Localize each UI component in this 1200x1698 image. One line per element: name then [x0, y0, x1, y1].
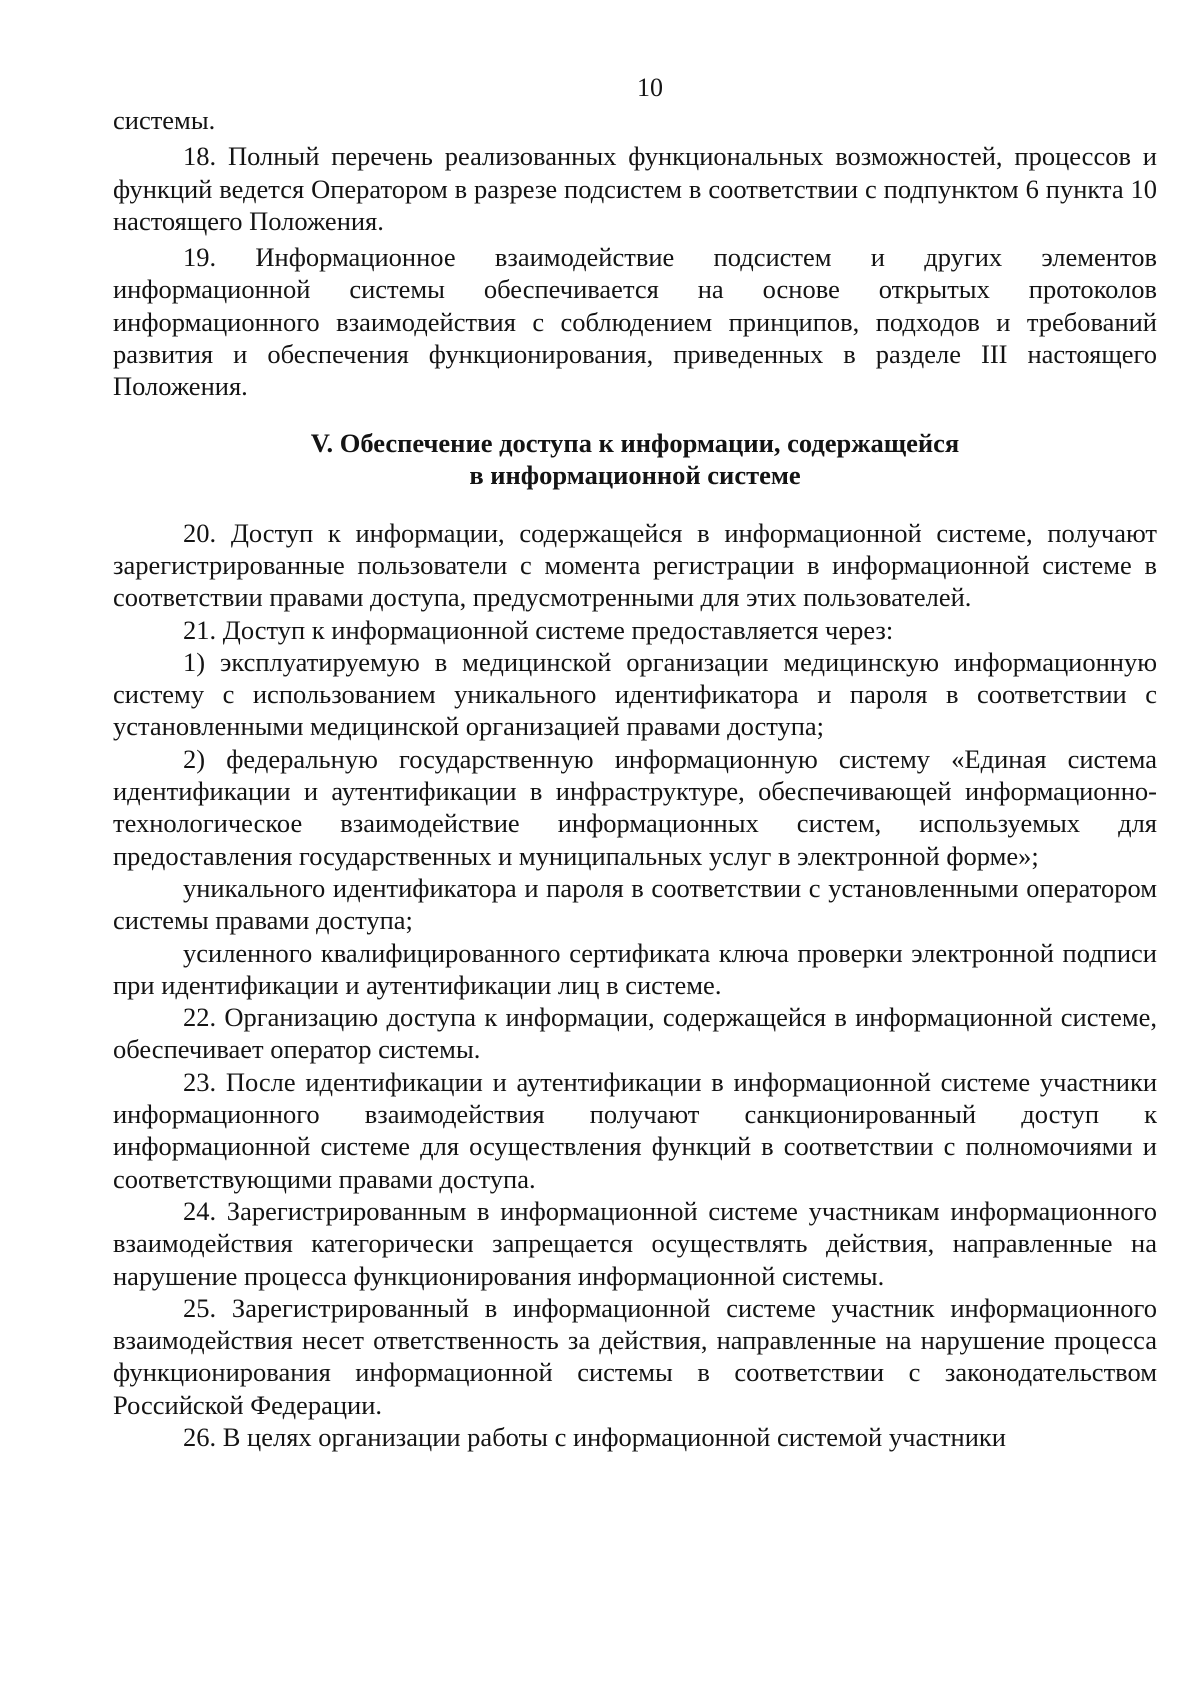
paragraph-item-19: 19. Информационное взаимодействие подсистем и других элементов информационной системы обеспечивается на основе открытых протоколов информационного взаимодействия с соблюдением принципов, подходов и требований развития и обеспечения функционирования, приведенных в разделе III настоящего Положения.: [113, 242, 1157, 402]
paragraph-item-20: 20. Доступ к информации, содержащейся в информационной системе, получают зарегистрированные пользователи с момента регистрации в информационной системе в соответствии правами доступа, предусмотренными для этих пользователей.: [113, 517, 1157, 613]
paragraph-continuation: системы.: [113, 105, 216, 135]
paragraph-subitem-certificate: усиленного квалифицированного сертификата ключа проверки электронной подписи при идентификации и аутентификации лиц в системе.: [113, 937, 1157, 1000]
section-heading-line-2: в информационной системе: [469, 459, 801, 490]
document-page: [113, 72, 1157, 1453]
paragraph-subitem-1: 1) эксплуатируемую в медицинской организации медицинскую информационную систему с использованием уникального идентификатора и пароля в соответствии с установленными медицинской организацией правами доступа;: [113, 646, 1157, 742]
paragraph-item-24: 24. Зарегистрированным в информационной системе участникам информационного взаимодействия категорически запрещается осуществлять действия, направленные на нарушение процесса функционирования информационной системы.: [113, 1195, 1157, 1291]
paragraph-subitem-login: уникального идентификатора и пароля в соответствии с установленными оператором системы правами доступа;: [113, 872, 1157, 936]
paragraph-item-21: 21. Доступ к информационной системе предоставляется через:: [183, 614, 894, 645]
paragraph-item-22: 22. Организацию доступа к информации, содержащейся в информационной системе, обеспечивает оператор системы.: [113, 1002, 1157, 1065]
section-heading-line-1: V. Обеспечение доступа к информации, содержащейся: [310, 427, 960, 458]
section-heading: [113, 427, 1157, 491]
paragraph-subitem-2: 2) федеральную государственную информационную систему «Единая система идентификации и аутентификации в инфраструктуре, обеспечивающей информационно-технологическое взаимодействие информационных систем, используемых для предоставления государственных и муниципальных услуг в электронной форме»;: [113, 743, 1157, 871]
paragraph-item-25: 25. Зарегистрированный в информационной системе участник информационного взаимодействия несет ответственность за действия, направленные на нарушение процесса функционирования информационной системы в соответствии с законодательством Российской Федерации.: [113, 1292, 1157, 1420]
paragraph-item-23: 23. После идентификации и аутентификации в информационной системе участники информационного взаимодействия получают санкционированный доступ к информационной системе для осуществления функций в соответствии с полномочиями и соответствующими правами доступа.: [113, 1066, 1157, 1194]
paragraph-item-18: 18. Полный перечень реализованных функциональных возможностей, процессов и функций ведется Оператором в разрезе подсистем в соответствии с подпунктом 6 пункта 10 настоящего Положения.: [113, 141, 1157, 236]
paragraph-item-26: 26. В целях организации работы с информационной системой участники: [183, 1421, 1006, 1452]
page-number: 10: [637, 73, 663, 102]
